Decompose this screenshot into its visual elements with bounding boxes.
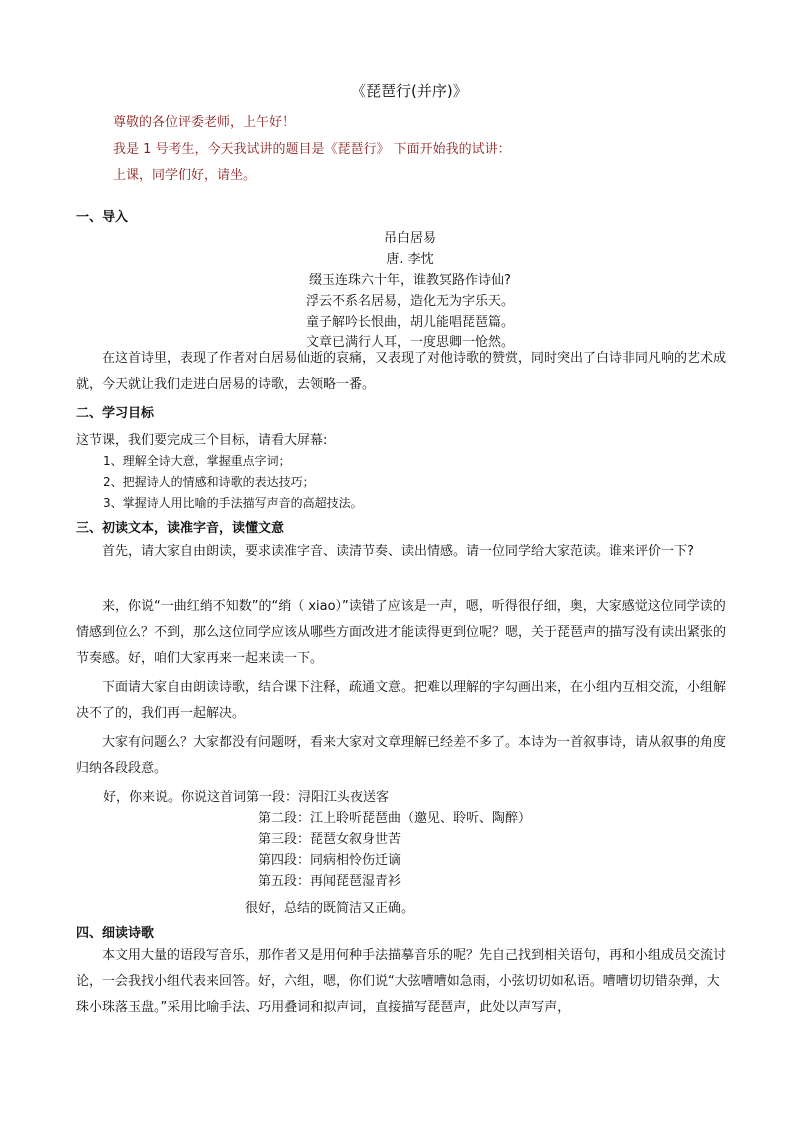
segment-line: 第二段：江上聆听琵琶曲（邀见、聆听、陶醉） bbox=[258, 811, 532, 826]
greeting-line: 尊敬的各位评委老师，上午好！ bbox=[113, 115, 296, 130]
segment-line: 第五段：再闻琵琶湿青衫 bbox=[258, 874, 402, 889]
reading-paragraph: 首先，请大家自由朗读，要求读准字音、读清节奏、读出情感。请一位同学给大家范读。谁来评价一下? bbox=[102, 544, 694, 559]
poem-title: 吊白居易 bbox=[383, 231, 436, 246]
poem-line: 文章已满行人耳，一度思卿一怆然。 bbox=[305, 335, 514, 350]
goal-item: 1、理解全诗大意，掌握重点字词； bbox=[103, 454, 291, 468]
segment-line: 好，你来说。你说这首词第一段：浔阳江头夜送客 bbox=[103, 790, 390, 805]
close-reading-paragraph: 本文用大量的语段写音乐，那作者又是用何种手法描摹音乐的呢？先自己找到相关语句，再和小组成员交流讨论，一会我找小组代表来回答。好，六组，嗯，你们说“大弦嘈嘈如急雨，小弦切切如私语。嘈嘈切切错杂弹，大珠小珠落玉盘。”采用比喻手法、巧用叠词和拟声词，直接描写琵琶声，此处以声写声， bbox=[76, 948, 727, 1015]
poem-line: 缀玉连珠六十年，谁教冥路作诗仙? bbox=[309, 273, 511, 288]
section-heading-goals: 二、学习目标 bbox=[76, 406, 155, 421]
class-start-line: 上课，同学们好，请坐。 bbox=[113, 168, 257, 183]
intro-paragraph: 在这首诗里，表现了作者对白居易仙逝的哀痛，又表现了对他诗歌的赞赏，同时突出了白诗非同凡响的艺术成就，今天就让我们走进白居易的诗歌，去领略一番。 bbox=[76, 351, 727, 392]
reading-paragraph: 下面请大家自由朗读诗歌，结合课下注释，疏通文意。把难以理解的字勾画出来，在小组内互相交流，小组解决不了的，我们再一起解决。 bbox=[76, 680, 727, 721]
poem-author: 唐. 李忱 bbox=[386, 252, 434, 267]
closing-remark: 很好，总结的既简洁又正确。 bbox=[245, 901, 415, 916]
goal-item: 2、把握诗人的情感和诗歌的表达技巧； bbox=[103, 475, 315, 489]
section-heading-first-reading: 三、初读文本，读准字音，读懂文意 bbox=[76, 521, 285, 536]
exam-intro-line: 我是 1 号考生，今天我试讲的题目是《琵琶行》 下面开始我的试讲： bbox=[113, 142, 511, 157]
section-heading-close-reading: 四、细读诗歌 bbox=[76, 926, 155, 941]
goals-lead: 这节课，我们要完成三个目标，请看大屏幕: bbox=[76, 433, 328, 448]
document-title: 《琵琶行(并序)》 bbox=[351, 82, 468, 100]
goal-item: 3、掌握诗人用比喻的手法描写声音的高超技法。 bbox=[103, 496, 363, 510]
poem-line: 童子解吟长恨曲，胡儿能唱琵琶篇。 bbox=[305, 315, 514, 330]
reading-paragraph: 来，你说“一曲红绡不知数”的“绡（ xiao）”读错了应该是一声，嗯，听得很仔细，奥，大家感觉这位同学读的情感到位么？不到，那么这位同学应该从哪些方面改进才能读得更到位呢？嗯，关于琵琶声的描写没有读出紧张的节奏感。好，咱们大家再来一起来读一下。 bbox=[76, 599, 727, 666]
reading-paragraph: 大家有问题么？大家都没有问题呀，看来大家对文章理解已经差不多了。本诗为一首叙事诗，请从叙事的角度归纳各段段意。 bbox=[76, 735, 727, 776]
section-heading-intro: 一、导入 bbox=[76, 210, 129, 225]
segment-line: 第四段：同病相怜伤迁谪 bbox=[258, 853, 402, 868]
segment-line: 第三段：琵琶女叙身世苦 bbox=[258, 832, 402, 847]
poem-line: 浮云不系名居易，造化无为字乐天。 bbox=[305, 294, 514, 309]
